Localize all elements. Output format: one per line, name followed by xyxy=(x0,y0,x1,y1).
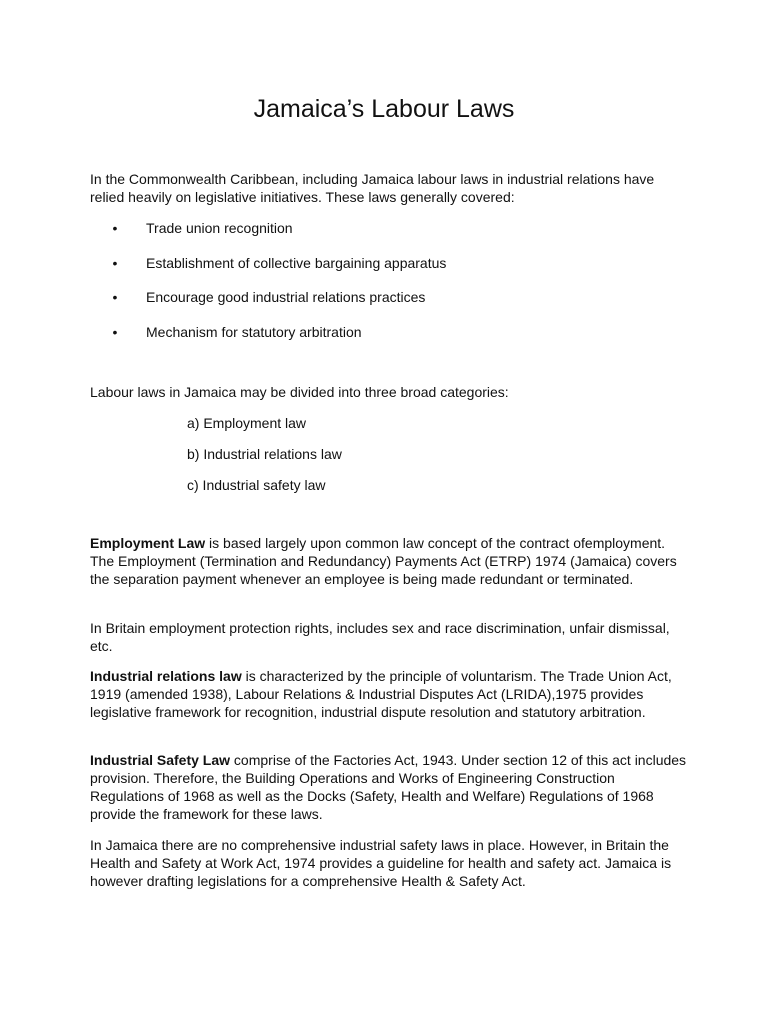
list-item xyxy=(90,219,690,237)
categories-intro: Labour laws in Jamaica may be divided into three broad categories: xyxy=(90,384,509,400)
industrial-safety-text: comprise of the Factories Act, 1943. Under section 12 of this act includes provision. Therefore, the Building Operations and Works of Engineering Construction Regulations of 1968 as well as the Docks (Safety, Health and Welfare) Regulations of 1968 provide the framework for these laws. xyxy=(90,752,687,822)
document-title: Jamaica’s Labour Laws xyxy=(253,95,515,123)
britain-rights-paragraph: In Britain employment protection rights, includes sex and race discrimination, unfair dismissal, etc. xyxy=(90,620,670,654)
list-item-text: Establishment of collective bargaining apparatus xyxy=(146,254,447,271)
category-item: b) Industrial relations law xyxy=(187,446,342,462)
industrial-relations-paragraph xyxy=(90,667,690,721)
list-item xyxy=(90,323,690,341)
covered-items-list xyxy=(90,219,690,357)
bullet-icon: • xyxy=(112,323,118,340)
category-item: c) Industrial safety law xyxy=(187,477,326,493)
bullet-icon: • xyxy=(112,254,118,271)
no-safety-laws-paragraph: In Jamaica there are no comprehensive industrial safety laws in place. However, in Britain the Health and Safety at Work Act, 1974 provides a guideline for health and safety act. Jamaica is however drafting legislations for a comprehensive Health & Safety Act. xyxy=(90,837,672,889)
list-item xyxy=(90,254,690,272)
industrial-relations-text: is characterized by the principle of voluntarism. The Trade Union Act, 1919 (amended 1938), Labour Relations & Industrial Disputes Act (LRIDA),1975 provides legislative framework for recognition, industrial dispute resolution and statutory arbitration. xyxy=(90,668,672,720)
list-item-text: Encourage good industrial relations practices xyxy=(146,289,426,305)
employment-law-text: is based largely upon common law concept of the contract ofemployment. The Employment (Termination and Redundancy) Payments Act (ETRP) 1974 (Jamaica) covers the separation payment whenever an employee is being made redundant or terminated. xyxy=(90,535,677,587)
employment-law-paragraph xyxy=(90,534,690,588)
list-item xyxy=(90,288,690,306)
industrial-safety-heading: Industrial Safety Law xyxy=(90,752,231,768)
list-item-text: Mechanism for statutory arbitration xyxy=(146,323,362,340)
industrial-safety-paragraph xyxy=(90,751,690,823)
intro-paragraph: In the Commonwealth Caribbean, including Jamaica labour laws in industrial relations have relied heavily on legislative initiatives. These laws generally covered: xyxy=(90,171,655,205)
category-item: a) Employment law xyxy=(187,415,307,431)
categories-list xyxy=(187,414,342,507)
employment-law-heading: Employment Law xyxy=(90,535,206,551)
bullet-icon: • xyxy=(112,220,118,236)
industrial-relations-heading: Industrial relations law xyxy=(90,668,242,684)
list-item-text: Trade union recognition xyxy=(146,220,293,236)
bullet-icon: • xyxy=(112,289,118,305)
